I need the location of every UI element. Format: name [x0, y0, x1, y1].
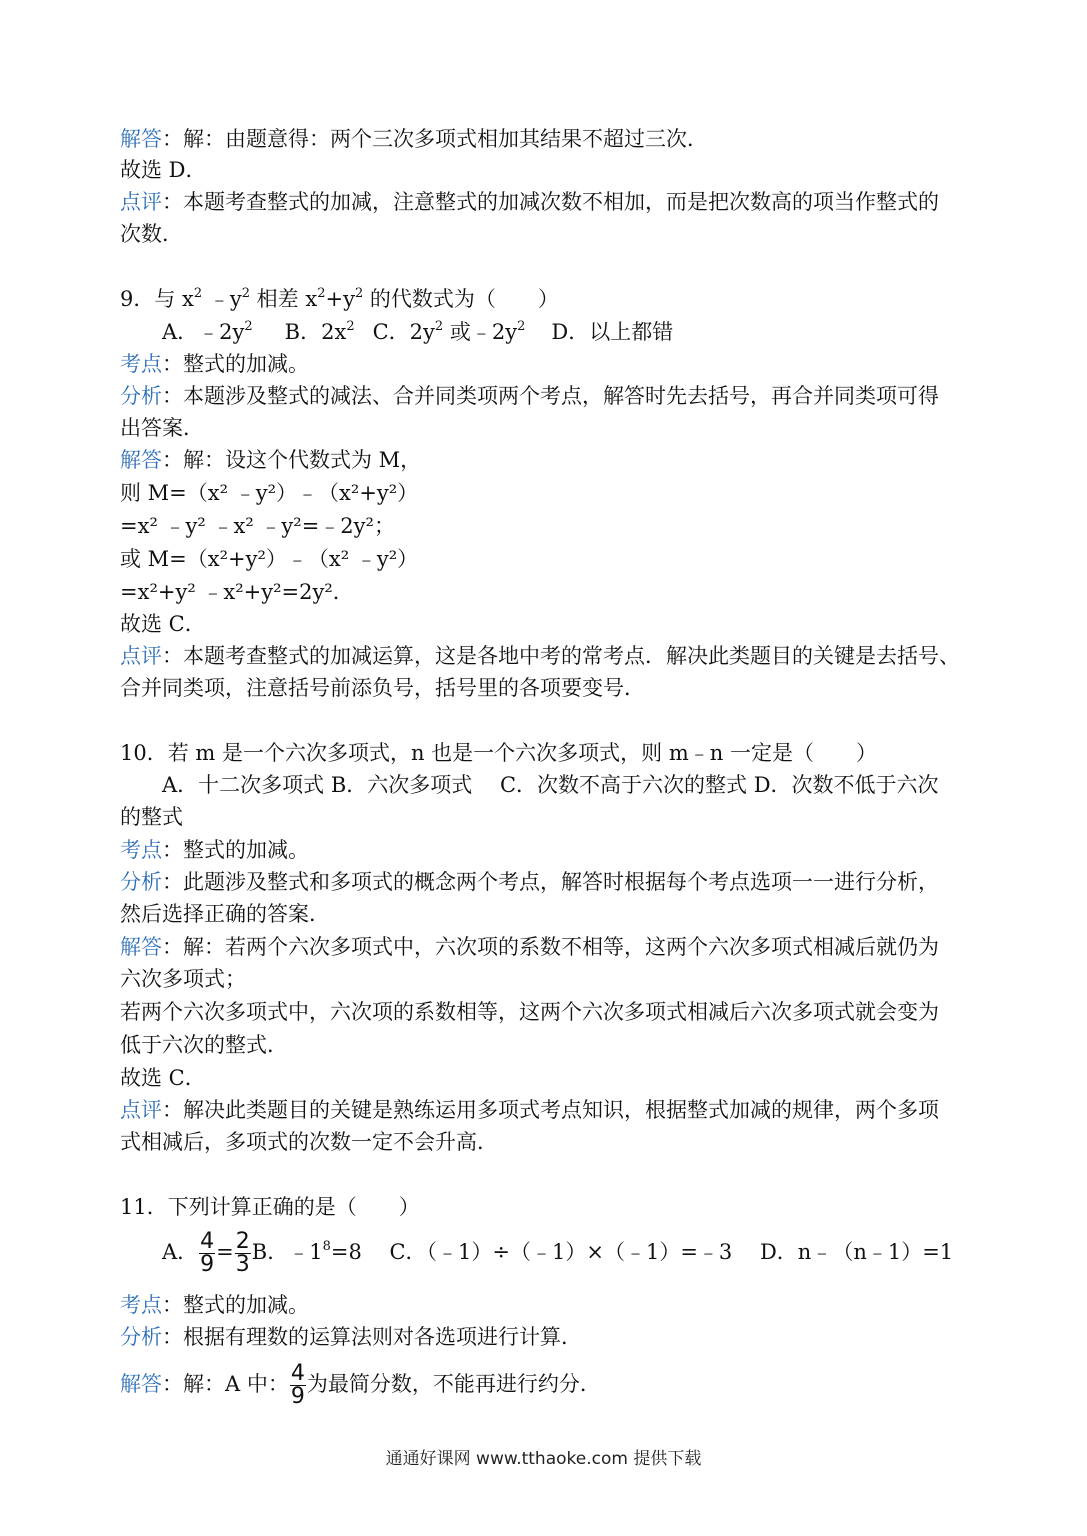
q9-option-b: B．2x [284, 320, 347, 344]
q9-option-a: A．﹣2y [162, 320, 245, 344]
q11-fenxi: 分析：根据有理数的运算法则对各选项进行计算． [120, 1325, 582, 1349]
q11-option-b: B．﹣1 [251, 1240, 323, 1264]
q10-fenxi: 分析：此题涉及整式和多项式的概念两个考点，解答时根据每个考点选项一一进行分析， [120, 870, 939, 894]
q10-jieda-4: 低于六次的整式． [120, 1033, 288, 1057]
q11-options: A． $\frac{4}{9}$ = $\frac{2}{3}$ B．$﹣1^8=8$ C．（﹣1）÷（﹣1）×（﹣1）=﹣3 D．n﹣（n﹣1）=1 [162, 1229, 954, 1277]
q9-fenxi: 分析：本题涉及整式的减法、合并同类项两个考点，解答时先去括号，再合并同类项可得 [120, 384, 939, 408]
q9-kaodian: 考点：整式的加减。 [120, 352, 309, 376]
q10-kaodian: 考点：整式的加减。 [120, 838, 309, 862]
q9-step-4: =x²+y² ﹣x²+y²=2y²． [120, 580, 354, 604]
q10-jieda: 解答：解：若两个六次多项式中，六次项的系数不相等，这两个六次多项式相减后就仍为 [120, 935, 939, 959]
q9-step-2: =x² ﹣y² ﹣x² ﹣y²=﹣2y²； [120, 514, 395, 538]
page-footer: 通通好课网 www.tthaoke.com 提供下载 [385, 1449, 702, 1469]
q10-jieda-2: 六次多项式； [120, 967, 246, 991]
label-dianping: 点评 [120, 190, 162, 214]
q9-dianping-cont: 合并同类项，注意括号前添负号，括号里的各项要变号． [120, 676, 645, 700]
q9-dianping: 点评：本题考查整式的加减运算，这是各地中考的常考点．解决此类题目的关键是去括号、 [120, 644, 960, 668]
q10-answer: 故选 C． [120, 1066, 206, 1090]
q11-option-a: A． [162, 1240, 199, 1264]
q10-options: A．十二次多项式 B．六次多项式 C．次数不高于六次的整式 D．次数不低于六次 [162, 773, 939, 797]
q9-option-c: C．2y [372, 320, 435, 344]
q11-jieda: 解答：解：A 中： $\frac{4}{9}$ 为最简分数，不能再进行约分． [120, 1361, 601, 1409]
q10-dianping-cont: 式相减后，多项式的次数一定不会升高． [120, 1130, 498, 1154]
fraction-4-9-inline: $\frac{4}{9}$ [290, 1361, 305, 1409]
q10-options-cont: 的整式 [120, 805, 183, 829]
prev-dianping-cont: 次数． [120, 222, 183, 246]
prev-dianping-line: 点评：本题考查整式的加减，注意整式的加减次数不相加，而是把次数高的项当作整式的 [120, 190, 939, 214]
q10-dianping: 点评：解决此类题目的关键是熟练运用多项式考点知识，根据整式加减的规律，两个多项 [120, 1098, 939, 1122]
q10-fenxi-cont: 然后选择正确的答案． [120, 902, 330, 926]
q9-fenxi-cont: 出答案． [120, 416, 204, 440]
q9-stem: 9．与 $x^2$ $﹣y^2$ 相差 $x^2+y^2$ 的代数式为（ ） [120, 286, 559, 311]
fraction-4-9: $\frac{4}{9}$ [200, 1229, 215, 1277]
q9-option-d: D．以上都错 [551, 320, 674, 344]
q9-step-1: 则 M=（x² ﹣y²）﹣（x²+y²） [120, 481, 419, 505]
q9-jieda: 解答：解：设这个代数式为 M， [120, 448, 422, 472]
q9-step-3: 或 M=（x²+y²）﹣（x² ﹣y²） [120, 547, 419, 571]
fraction-2-3: $\frac{2}{3}$ [235, 1229, 250, 1277]
q11-kaodian: 考点：整式的加减。 [120, 1293, 309, 1317]
q11-stem: 11．下列计算正确的是（ ） [120, 1195, 420, 1219]
q9-answer: 故选 C． [120, 612, 206, 636]
prev-answer: 故选 D． [120, 158, 207, 182]
q9-options: A．$﹣2y^2$ B．$2x^2$ C．$2y^2$ 或$﹣2y^2$ D．以上都错 [162, 319, 674, 344]
q10-stem: 10．若 m 是一个六次多项式，n 也是一个六次多项式，则 m﹣n 一定是（ ） [120, 741, 877, 765]
q10-jieda-3: 若两个六次多项式中，六次项的系数相等，这两个六次多项式相减后六次多项式就会变为 [120, 1000, 939, 1024]
prev-jieda-line: 解答：解：由题意得：两个三次多项式相加其结果不超过三次． [120, 127, 708, 151]
label-jieda: 解答 [120, 127, 162, 151]
